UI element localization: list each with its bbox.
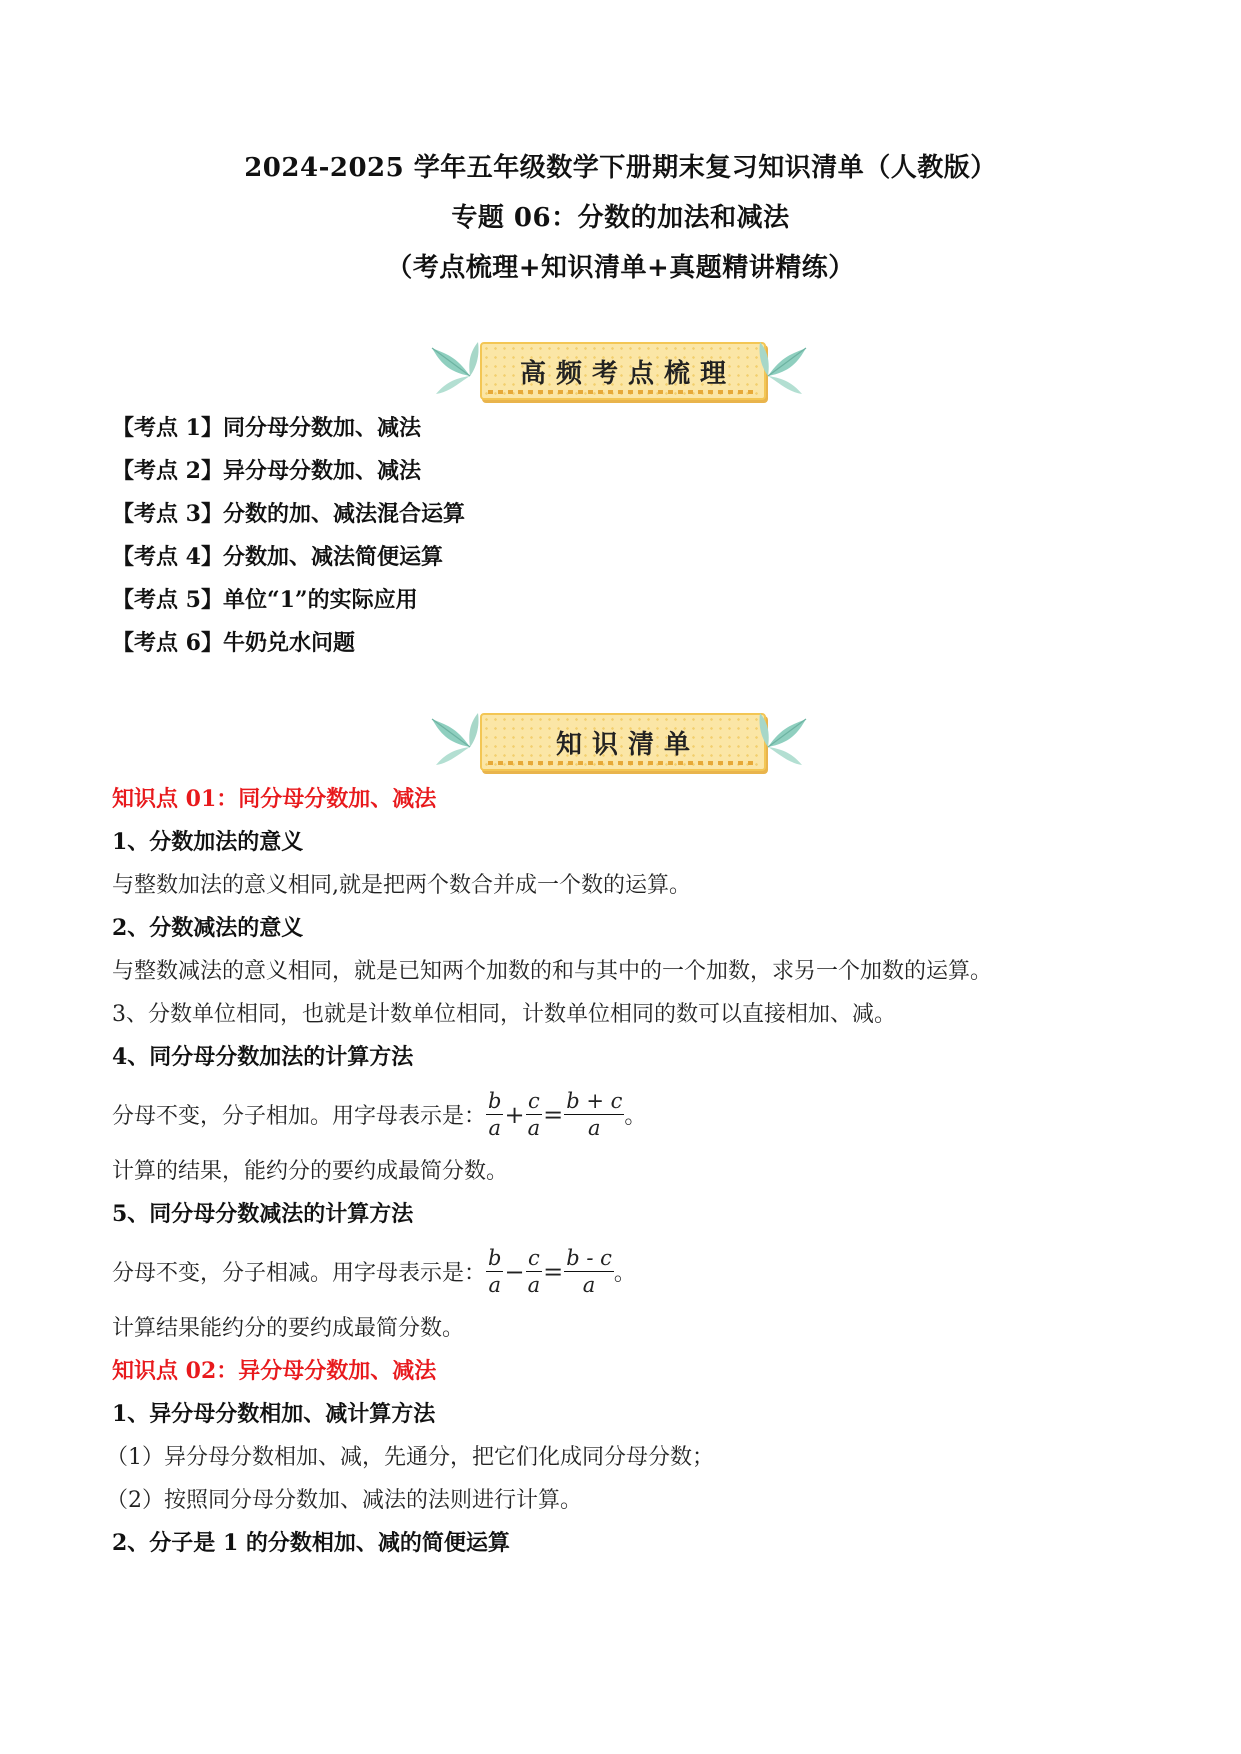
numerator: b - c <box>566 1246 612 1270</box>
plus-operator: + <box>504 1100 525 1129</box>
paragraph: 计算结果能约分的要约成最简分数。 <box>112 1316 465 1341</box>
numerator: c <box>527 1089 540 1113</box>
kaodian-item: 【考点 2】异分母分数加、减法 <box>112 458 421 484</box>
subtitle: 专题 06：分数的加法和减法 <box>451 203 790 233</box>
section-heading: 4、同分母分数加法的计算方法 <box>112 1044 414 1070</box>
kaodian-item: 【考点 5】单位“1”的实际应用 <box>112 587 418 613</box>
paragraph: 与整数减法的意义相同，就是已知两个加数的和与其中的一个加数，求另一个加数的运算。 <box>112 959 993 984</box>
fraction <box>486 1088 503 1141</box>
section-heading: 5、同分母分数减法的计算方法 <box>112 1201 414 1227</box>
kaodian-item: 【考点 3】分数的加、减法混合运算 <box>112 501 465 527</box>
kaodian-item: 【考点 1】同分母分数加、减法 <box>112 415 421 441</box>
paragraph: （1）异分母分数相加、减，先通分，把它们化成同分母分数； <box>106 1445 714 1470</box>
fraction <box>564 1088 624 1141</box>
banner-box <box>480 713 766 771</box>
paragraph: 3、分数单位相同，也就是计数单位相同，计数单位相同的数可以直接相加、减。 <box>112 1002 896 1027</box>
subtraction-formula-row <box>112 1236 1142 1307</box>
denominator: a <box>488 1116 501 1140</box>
leaf-decoration-icon <box>752 336 812 402</box>
formula-end: 。 <box>613 1261 636 1286</box>
equals-operator: = <box>543 1257 564 1286</box>
formula-prefix: 分母不变，分子相减。用字母表示是： <box>112 1261 487 1286</box>
knowledge-section <box>106 778 1142 1565</box>
banner-high-frequency <box>0 336 1241 406</box>
kaodian-list <box>112 407 465 665</box>
main-title: 2024-2025 学年五年级数学下册期末复习知识清单（人教版） <box>244 153 997 183</box>
paragraph: 与整数加法的意义相同,就是把两个数合并成一个数的运算。 <box>112 873 691 898</box>
minus-operator: − <box>504 1257 525 1286</box>
fraction <box>526 1245 543 1298</box>
denominator: a <box>527 1116 541 1140</box>
section-heading: 1、异分母分数相加、减计算方法 <box>112 1401 436 1427</box>
fraction <box>526 1088 543 1141</box>
leaf-decoration-icon <box>426 707 486 773</box>
numerator: b <box>488 1089 502 1113</box>
title-block <box>0 143 1241 293</box>
numerator: b + c <box>566 1089 623 1113</box>
equals-operator: = <box>543 1100 564 1129</box>
subtitle-parenthetical: （考点梳理+知识清单+真题精讲精练） <box>386 253 855 283</box>
knowledge-point-heading: 知识点 02：异分母分数加、减法 <box>112 1358 437 1384</box>
section-heading: 1、分数加法的意义 <box>112 829 304 855</box>
numerator: b <box>488 1246 502 1270</box>
banner-knowledge-list <box>0 707 1241 777</box>
denominator: a <box>582 1273 596 1297</box>
denominator: a <box>527 1273 541 1297</box>
denominator: a <box>588 1116 601 1140</box>
leaf-decoration-icon <box>752 707 812 773</box>
fraction <box>564 1245 614 1298</box>
knowledge-point-heading: 知识点 01：同分母分数加、减法 <box>112 786 437 812</box>
banner-title: 高频考点梳理 <box>519 358 736 389</box>
formula-prefix: 分母不变，分子相加。用字母表示是： <box>112 1104 487 1129</box>
paragraph: 计算的结果，能约分的要约成最简分数。 <box>112 1159 509 1184</box>
section-heading: 2、分数减法的意义 <box>112 915 304 941</box>
formula-end: 。 <box>624 1104 647 1129</box>
kaodian-item: 【考点 6】牛奶兑水问题 <box>112 630 355 656</box>
denominator: a <box>488 1273 501 1297</box>
addition-formula-row <box>112 1079 1142 1150</box>
section-heading: 2、分子是 1 的分数相加、减的简便运算 <box>112 1530 510 1556</box>
banner-title: 知识清单 <box>555 729 700 760</box>
paragraph: （2）按照同分母分数加、减法的法则进行计算。 <box>106 1488 582 1513</box>
numerator: c <box>527 1246 540 1270</box>
banner-box <box>480 342 766 400</box>
kaodian-item: 【考点 4】分数加、减法简便运算 <box>112 544 443 570</box>
fraction <box>486 1245 503 1298</box>
leaf-decoration-icon <box>426 336 486 402</box>
